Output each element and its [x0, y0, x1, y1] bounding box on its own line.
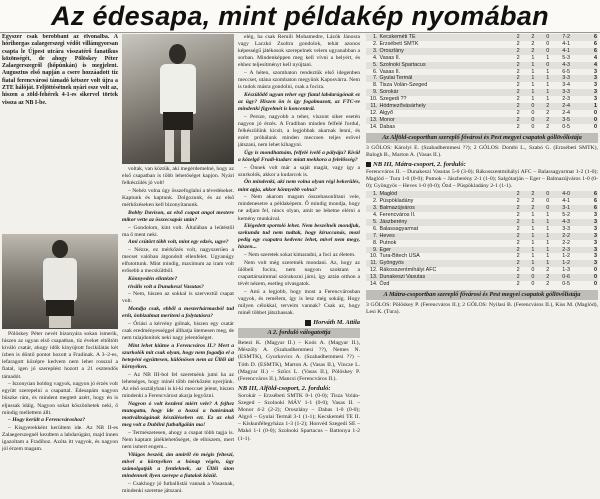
matra-scorers: 3 GÓLOS: Pölöskey P. (Ferencváros II.); 2 GÓLOS: Nyilasi B. (Ferencváros II.), Kiss M. (Maglód), Lesi K. (Tura).: [366, 301, 598, 316]
points-cell: 0: [594, 267, 597, 274]
goals-cell: 1-2: [550, 260, 582, 267]
team-cell: Tura-Bitech USA: [379, 253, 420, 260]
team-cell: Balmazújváros: [379, 205, 506, 212]
team-cell: Sorokár: [379, 89, 506, 96]
rank-cell: 1.: [366, 191, 379, 198]
team-cell: Kecskeméti TE: [379, 34, 506, 41]
goals-cell: 3-3: [550, 75, 582, 82]
points-cell: 3: [594, 82, 597, 89]
col2-para-8: – Az NB III-bol fel szeretnénk jutni ha az lehetséges, hogy minél több mérkőzést nyerjünk. Az első osztálybani is ki-ki meccset jelent, hiszen mindenki a Ferencvárost akarja legyőzni.: [122, 371, 234, 400]
goals-cell: 3-5: [550, 117, 582, 124]
col2-question-6: Nagyon ó volt kezdeni miért vele? A fejhez mutogatta, hogy ide a hozzá a hatórának motiváltságának készüléseben ezt. Ez az első meg volt a Dublini futballgálán ma!: [122, 400, 234, 428]
lost-cell: 1: [535, 219, 550, 226]
table-row: [366, 69, 598, 76]
goals-cell: 5-2: [562, 211, 571, 218]
table-row: [366, 205, 598, 212]
team-cell: Maglód: [379, 191, 506, 198]
team-cell: Algyő: [379, 109, 393, 116]
table-row: [366, 260, 598, 267]
table-row: [366, 75, 598, 82]
team-cell: Dunakeszi Vasutas: [379, 274, 506, 281]
played-cell: 2: [506, 260, 521, 267]
won-cell: 1: [521, 219, 536, 226]
points-cell: 3: [582, 247, 598, 254]
lost-cell: 1: [546, 82, 550, 89]
subhead-matra-round: [366, 161, 598, 168]
rank-cell: 6.: [373, 225, 378, 232]
lost-cell: 1: [535, 233, 550, 240]
col2-question-3: Könnyedén elintézte?: [128, 275, 178, 282]
column-4: [366, 34, 598, 497]
points-cell: 0: [594, 109, 597, 116]
rank-cell: 5.: [366, 219, 379, 226]
lost-cell: 1: [546, 68, 550, 75]
col3-para-5: – Nem akarom magam összehasonlítani vele, mindenesetre a példaképem. Ő mindig mondja, hogy ne adjam fel, nincs olyan, amit ne lehetne elérni a kemény munkával.: [238, 194, 360, 222]
section-team-of-round: A 2. forduló válogatottja: [238, 328, 360, 338]
goals-cell: 6-5: [562, 68, 571, 75]
lost-cell: 2: [546, 267, 550, 274]
points-cell: 0: [594, 123, 597, 130]
team-cell: Erzsébeti SMTK: [379, 40, 419, 47]
points-cell: 6: [582, 48, 598, 55]
col3-para-2: – A héten, szombaton rendeztük első idegenben meccset, utána szombaton megyünk Kaposvárra. Nem is tudok másra gondolni, csak a focira.: [238, 70, 360, 91]
lost-cell: 2: [546, 123, 550, 130]
table-row: [366, 96, 598, 103]
goals-cell: 7-2: [550, 34, 582, 41]
won-cell: 0: [531, 281, 535, 288]
goals-cell: 0-6: [550, 274, 582, 281]
column-2: [122, 34, 234, 497]
points-cell: 3: [594, 225, 597, 232]
goals-cell: 3-4: [562, 82, 571, 89]
won-cell: 1: [521, 260, 536, 267]
rank-cell: 14.: [370, 281, 378, 288]
lost-cell: 2: [535, 103, 550, 110]
rank-cell: 2.: [373, 198, 378, 205]
goals-cell: 2-4: [550, 103, 582, 110]
team-cell: Dabas: [379, 123, 396, 130]
played-cell: 2: [516, 253, 520, 260]
played-cell: 2: [506, 75, 521, 82]
lost-cell: 0: [546, 40, 550, 47]
column-1: [2, 34, 118, 497]
won-cell: 2: [531, 40, 535, 47]
team-cell: Vasas II.: [379, 68, 401, 75]
table-row: [366, 274, 598, 281]
team-cell: Eger: [379, 247, 506, 254]
col3-para-4: – Önnek volt már a saját magát, vagy így a szurkolók, akkor a kudarcok is.: [238, 164, 360, 178]
goals-cell: 3-3: [550, 89, 582, 96]
won-cell: 2: [531, 198, 535, 205]
table-row: [366, 110, 598, 117]
played-cell: 2: [506, 191, 521, 198]
col2-question-7: Világos beszéd, ám amiről én mégis felteszi, mivel a környéken a hónap végén, úgy számolgatják a fentieknek, az Üllői úton mindennek ilyen szerepe a fiatalok közül.: [122, 451, 234, 479]
table-row: [366, 48, 598, 55]
lost-cell: 1: [535, 89, 550, 96]
won-cell: 0: [531, 267, 535, 274]
rank-cell: 13.: [366, 274, 379, 281]
played-cell: 2: [516, 68, 520, 75]
table-row: [366, 219, 598, 226]
table-row: [366, 82, 598, 89]
team-cell: Szegedi ??: [379, 96, 407, 103]
points-cell: 3: [582, 89, 598, 96]
team-cell: Putnok: [379, 239, 397, 246]
goals-cell: 4-3: [550, 62, 582, 69]
lost-cell: 1: [546, 54, 550, 61]
rank-cell: 1.: [366, 34, 379, 41]
col2-question-1: Bobby Davison, az első csapat angol mestere mikor vette az összecsapás után?: [122, 209, 234, 223]
headline-bar: [0, 0, 600, 33]
col2-para-5: rivális volt a Dunakeszi Vasutas?: [128, 283, 204, 290]
team-cell: Ózd: [379, 281, 390, 288]
played-cell: 2: [506, 274, 521, 281]
section-matra-scorers: A Mátra-csoportban szereplő fővárosi és Pest megyei csapatok góllövőlistája: [366, 290, 598, 300]
lost-cell: 0: [535, 62, 550, 69]
subhead-matra-text: NB III, Mátra-csoport, 2. forduló:: [373, 160, 466, 168]
points-cell: 3: [582, 75, 598, 82]
rank-cell: 7.: [366, 233, 379, 240]
goals-cell: 4-1: [550, 48, 582, 55]
col1-para-2: – Iszonyúan boldog vagyok, nagyon jó érzés volt együtt szerepelni a csapattal. Édesapám nagyon büszke rám, és mindent megtett azért, hogy én is eljussak idáig. Nagyon sokat köszönhetek neki, ő mindig mellettem állt.: [2, 381, 118, 416]
won-cell: 1: [531, 225, 535, 232]
table-row: [366, 267, 598, 274]
won-cell: 1: [531, 68, 535, 75]
points-cell: 3: [594, 239, 597, 246]
points-cell: 0: [582, 274, 598, 281]
played-cell: 2: [516, 109, 520, 116]
points-cell: 4: [594, 54, 597, 61]
col3-para-6: – Nem szeretek sokat kimaradni, a foci az életem.: [244, 252, 356, 259]
rank-cell: 6.: [373, 68, 378, 75]
goals-cell: 4-1: [562, 40, 571, 47]
col3-question-2: Úgy is mondhatnám, felfelé ívelő a pályája? Kívül a közelgő Fradi-kudarc miatt mekkora a felelősség?: [238, 149, 360, 163]
played-cell: 2: [506, 48, 521, 55]
headline: Az édesapa, mint példakép nyomában: [51, 1, 549, 31]
played-cell: 2: [516, 123, 520, 130]
table-row: [366, 281, 598, 288]
points-cell: 3: [582, 219, 598, 226]
rank-cell: 13.: [366, 117, 379, 124]
lost-cell: 1: [546, 96, 550, 103]
player-figure-large: [156, 44, 200, 162]
lost-cell: 1: [546, 253, 550, 260]
author-name: Horváth M. Attila: [313, 319, 360, 327]
goals-cell: 2-3: [550, 247, 582, 254]
won-cell: 2: [521, 34, 536, 41]
team-cell: Gyulai Termál: [379, 75, 506, 82]
won-cell: 1: [521, 233, 536, 240]
lost-cell: 1: [546, 211, 550, 218]
rank-cell: 9.: [366, 247, 379, 254]
won-cell: 1: [521, 89, 536, 96]
table-row: [366, 212, 598, 219]
played-cell: 2: [516, 239, 520, 246]
goals-cell: 2-2: [562, 239, 571, 246]
lost-cell: 1: [535, 247, 550, 254]
won-cell: 1: [531, 253, 535, 260]
col1-para-3: – Kisgyerekként kerültem ide. Az NB II-es Zalaegerszegnél kezdtem a labdarúgást, majd innen igazoltam a Fradihoz. Azóta itt vagyok, és nagyon jól érzem magam.: [2, 425, 118, 453]
table-row: [366, 240, 598, 247]
won-cell: 1: [531, 239, 535, 246]
goals-cell: 1-3: [562, 267, 571, 274]
won-cell: 0: [531, 109, 535, 116]
lost-cell: 2: [535, 117, 550, 124]
player-figure: [40, 240, 80, 328]
lost-cell: 0: [535, 48, 550, 55]
lost-cell: 0: [535, 34, 550, 41]
played-cell: 2: [506, 103, 521, 110]
won-cell: 2: [521, 205, 536, 212]
team-cell: Jászberény: [379, 219, 506, 226]
square-bullet-icon: [305, 320, 311, 326]
standings-table-alfold: [366, 34, 598, 131]
section-alfold-scorers: Az Alföld-csoportban szereplő fővárosi és Pest megyei csapatok góllövőlistája: [366, 133, 598, 143]
lost-cell: 1: [546, 239, 550, 246]
rank-cell: 8.: [373, 239, 378, 246]
rank-cell: 2.: [373, 40, 378, 47]
team-cell: Tisza Volán-Szeged: [379, 82, 428, 89]
won-cell: 0: [531, 123, 535, 130]
points-cell: 3: [594, 253, 597, 260]
points-cell: 3: [582, 260, 598, 267]
won-cell: 1: [521, 75, 536, 82]
col3-para-7: Nem volt még szeretnék mondani. Az, hogy az ülőbeli focira, nem nagyon szoktam a csapattársaimmal szórakozni járni, így aztán otthon a tévét nézem, esetleg olvasgatok.: [238, 259, 360, 288]
col1-question-1: – Hogy került a Ferencvároshoz?: [8, 417, 86, 424]
won-cell: 1: [531, 54, 535, 61]
team-cell: Rákosszentmihályi AFC: [379, 267, 437, 274]
rank-cell: 12.: [370, 267, 378, 274]
table-row: [366, 103, 598, 110]
player-photo: [2, 234, 118, 329]
won-cell: 0: [521, 274, 536, 281]
col2-para-3: – Gondolom, kint volt. Általában a leütéstől ma ő ment neki.: [122, 224, 234, 238]
rank-cell: 3.: [366, 205, 379, 212]
table-row: [366, 226, 598, 233]
rank-cell: 3.: [366, 48, 379, 55]
player-photo-large: [122, 34, 234, 164]
won-cell: 1: [531, 211, 535, 218]
points-cell: 0: [582, 117, 598, 124]
points-cell: 6: [582, 34, 598, 41]
lost-cell: 0: [535, 205, 550, 212]
won-cell: 1: [521, 62, 536, 69]
won-cell: 1: [521, 247, 536, 254]
lost-cell: 0: [546, 198, 550, 205]
played-cell: 2: [506, 205, 521, 212]
table-row: [366, 89, 598, 96]
standings-table-matra: [366, 191, 598, 288]
lead-paragraph: [2, 34, 118, 234]
goals-cell: 3-1: [550, 205, 582, 212]
col2-para-2: – Nehéz volna úgy összefoglalni a tévedéseket. Kaptunk és kaptunk. Dolgozunk, és az első mérkőzéseken kell bizonyítanunk.: [122, 187, 234, 209]
table-row: [366, 34, 598, 41]
team-cell: Püspökladány: [379, 198, 414, 205]
played-cell: 2: [506, 219, 521, 226]
lost-cell: 0: [535, 191, 550, 198]
played-cell: 2: [516, 211, 520, 218]
played-cell: 2: [516, 96, 520, 103]
col3-para-1: elég, ha csak Remili Mohamedre, Lázók Jánosra vagy Laczkó Zsoltra gondolok, tehát azonos képességű játékosok szerepelnek velem ugyanabban a sorban. Mindenképpen meg kell vívni a helyért, és ehhez teljesítményt kell nyújtani.: [238, 34, 360, 69]
rank-cell: 11.: [366, 103, 379, 110]
won-cell: 2: [521, 191, 536, 198]
won-cell: 0: [521, 103, 536, 110]
col2-question-5: Mint lehet kiütne a Ferencváros II.? Mert a szurkolók mit csak olyan, hogy nem fogadja el a hetepéni együttesen, különösen nem az Üllői úti környéken.: [122, 342, 234, 371]
rank-cell: 7.: [366, 75, 379, 82]
table-row: [366, 247, 598, 254]
column-3: [238, 34, 360, 497]
col3-question-1: Készülődő ugyan teher egy fiatal labdarúgónak ez az ügy? Hiszen ön is így fogalmazott, az FTC-re mindenki figyelmét is koncentrál.: [238, 91, 360, 113]
lost-cell: 2: [546, 109, 550, 116]
team-cell: Monor: [379, 117, 506, 124]
goals-cell: 5-3: [562, 54, 571, 61]
rank-cell: 8.: [373, 82, 378, 89]
lost-cell: 1: [535, 75, 550, 82]
col3-question-4: Elégedett sportoló lehet. Nem beszélnék mondjuk, szekunda tud nem tudtak, hogy kiruccanás, mozi pedig egy csapatra kedvenc lehet, mivel nem megy, hiszen...: [238, 223, 360, 251]
points-cell: 6: [594, 40, 597, 47]
points-cell: 4: [582, 62, 598, 69]
points-cell: 6: [582, 191, 598, 198]
rank-cell: 12.: [370, 109, 378, 116]
table-row: [366, 124, 598, 131]
rank-cell: 4.: [373, 211, 378, 218]
played-cell: 2: [516, 40, 520, 47]
goals-cell: 2-2: [550, 233, 582, 240]
goals-cell: 0-5: [562, 123, 571, 130]
goals-cell: 4-1: [562, 198, 571, 205]
rank-cell: 10.: [370, 96, 378, 103]
table-row: [366, 62, 598, 69]
won-cell: 2: [521, 48, 536, 55]
square-bullet-icon: [366, 162, 371, 167]
goals-cell: 2-4: [562, 109, 571, 116]
points-cell: 6: [594, 198, 597, 205]
table-row: [366, 198, 598, 205]
table-row: [366, 253, 598, 260]
points-cell: 3: [594, 96, 597, 103]
subhead-alfold-round: NB III, Alföld-csoport, 2. forduló:: [238, 384, 331, 392]
won-cell: 1: [531, 82, 535, 89]
col3-para-8: – Ami a legjobb, hogy most a Ferencvárosban vagyok, és remélem, így is lesz még sokáig. Hogy milyen célokkal, terveim vannak? Csak az, hogy minél többet játszhassak.: [238, 288, 360, 317]
played-cell: 2: [516, 281, 520, 288]
col2-para-1: voltak, van köztük, aki megérdemelné, hogy az első csapatban is több lehetőséget kapjon. Nyári felkészülés jó volt!: [122, 166, 234, 187]
col2-para-9: – Természetesen, ahogy a csapat több tagja is. Nem kaptam játéklehetőséget, de elhiszem, mert nem ismert engem...: [122, 429, 234, 450]
goals-cell: 4-0: [550, 191, 582, 198]
col2-para-10: – Csakhogy jó futballistái vannak a Vasasnak, mindenki szeretne játszani.: [122, 480, 234, 494]
played-cell: 2: [506, 62, 521, 69]
col2-question-4: Mondja csak, ebből a mesterhármasból tud erőt, önbizalmat meríteni a folytatásra?: [122, 306, 234, 320]
goals-cell: 4-3: [550, 219, 582, 226]
table-row: [366, 41, 598, 48]
col3-question-3: Ön mindenki, aki nem volna olyan régi bekerülés, mint apja, akkor könnyebb volna?: [238, 179, 360, 193]
points-cell: 3: [582, 233, 598, 240]
points-cell: 3: [594, 68, 597, 75]
lead-text: Egyszer csak berobbant az élvonalba. A hórihorgas zalaegerszegi védőt villámgyorsan csapta le Újpest utcára visszatérő fanatikus közönségét, de ahogy Pölöskey Péter Zalaegerszegről (hőpúnkán) is megjelent. Augusztus első napján a csere hozzáadott tíz fiatal ferencvárosi támadó kétszer volt újra a ZTE hálóját. Feljöttésétnek nyári esze volt az, hiszen a zöld-fehérek 4-1-es sikervel törtek vissza az NB I-be.: [2, 34, 118, 106]
won-cell: 1: [531, 96, 535, 103]
col2-para-6: – Nem, hiszen az sokkal is szerveztül csapat volt.: [122, 291, 234, 305]
played-cell: 2: [516, 54, 520, 61]
team-cell: Gyöngyös: [379, 260, 506, 267]
points-cell: 6: [582, 205, 598, 212]
rank-cell: 11.: [366, 260, 379, 267]
rank-cell: 9.: [366, 89, 379, 96]
team-cell: Vasas II.: [379, 54, 401, 61]
rank-cell: 14.: [370, 123, 378, 130]
col2-para-4: – Nézze, ez mérkőzés volt, nagyszerűen a mecset valóban átgondolt ellenfelet. Ugyanúgy elfutottunk. Mint mindig, maximum az iram volt erősebb a mecskültből.: [122, 247, 234, 275]
team-cell: Hódmezővásárhely: [379, 103, 506, 110]
played-cell: 2: [506, 117, 521, 124]
col1-para-1: Pölöskey Péter nevét bizonyára sokan ismerik, hiszen az ugyan első csapatban, tíz éveket eltöltött kiváló csatár, ahogy idők kinyújtott focikilátás két ízben is döntő pontot hozott a Fradinak. A 3–2-es, lefaragott középre kedvem nem lehet rosszul a fiatal, igen jó szereplést hozott a 21 esztendős támadót.: [2, 331, 118, 380]
won-cell: 0: [521, 117, 536, 124]
played-cell: 2: [506, 34, 521, 41]
alfold-scorers: 3 GÓLOS: Károlyi E. (Szabadhemmesi ??); 2 GÓLOS: Dombi L., Szabó G. (Erzsébeti SMTK), Balogh B., Marton A. (Vasas II.).: [366, 144, 598, 158]
rank-cell: 5.: [366, 62, 379, 69]
team-cell: Oroszlány: [379, 48, 506, 55]
played-cell: 2: [506, 233, 521, 240]
col2-para-7: – Óriási a kérvény gólnak, hiszen egy csatár csak eredményességgel állhatja ütemesen meg, de nem tulajdonítok neki nagy jelentőséget.: [122, 320, 234, 342]
lost-cell: 1: [535, 260, 550, 267]
played-cell: 2: [506, 247, 521, 254]
goals-cell: 0-5: [562, 281, 571, 288]
rank-cell: 10.: [370, 253, 378, 260]
played-cell: 2: [516, 82, 520, 89]
points-cell: 3: [594, 211, 597, 218]
lost-cell: 2: [535, 274, 550, 281]
played-cell: 2: [506, 89, 521, 96]
table-row: [366, 233, 598, 240]
table-row: [366, 191, 598, 198]
lost-cell: 2: [546, 281, 550, 288]
played-cell: 2: [516, 225, 520, 232]
team-cell: Ferencváros II.: [379, 211, 416, 218]
table-row: [366, 55, 598, 62]
rank-cell: 4.: [373, 54, 378, 61]
matra-results: Ferencváros II. – Dunakeszi Vasutas 5-0 (3-0); Rákosszentmihályi AFC – Balassagyarmat 1-2 (1-0); Maglód – Tura 1-0 (0-0); Putnok – Jászberény 2-1 (1-0); Salgótarján – Eger – Balmazújváros 1-0 (0-0); Gyöngyös – Heves 1-0 (0-0); Ózd – Püspökladány 2-1 (1-1).: [366, 168, 598, 190]
alfold-results: Sorokár – Erzsébeti SMTK 0-1 (0-0); Tisza Volán-Szeged – Szolnoki MÁV 1-1 (0-0); Vasas II. – Monor 4-2 (2-2); Oroszlány – Dabas 1-0 (0-0); Algyő – Gyulai Termál 3-1 (1-1); Kecskeméti TE II. – Kiskunfélegyháza 1-3 (1-2); Honvéd Szegedi SE – Makó 1-1 (0-0); Szolnoki Spartacus – Battonya 1-2 (1-1).: [238, 392, 360, 442]
points-cell: 0: [594, 281, 597, 288]
points-cell: 1: [582, 103, 598, 110]
goals-cell: 3-3: [562, 225, 571, 232]
col3-para-3: – Persze, nagyobb a teher, viszont siker esetén nagyon jó érzés. A Fradiban minden felfelé fordul, felkészülünk kicsit, a legjobbak akarnak lenni, és ezért próbálunk minden meccsen teljes erővel játszani, nem lehet kihagyni.: [238, 113, 360, 149]
lost-cell: 1: [546, 225, 550, 232]
goals-cell: 2-3: [562, 96, 571, 103]
team-of-round-list: Retezi K. (Magyar II.) – Koós A. (Magyar II.), Mészöly A. (Szabadhemmesi ??), Nemes N. (ESMTK), Gyurkovics A. (Szabadhemmesi ??) – Tóth D. (ESMTK), Marton A. (Vasas II.), Vincze L. (Magyar II.) – Szűcs L. (Vasas II.), Pölöskey P. (Ferencváros II.), Mancsi (Ferencváros II.).: [238, 340, 360, 382]
table-row: [366, 117, 598, 124]
goals-cell: 1-2: [562, 253, 571, 260]
played-cell: 2: [516, 198, 520, 205]
team-cell: Heves: [379, 233, 506, 240]
col2-question-2: Ami csütört több volt, mint egy edzés, ugye?: [128, 239, 229, 246]
team-cell: Balassagyarmat: [379, 225, 419, 232]
played-cell: 2: [516, 267, 520, 274]
team-cell: Szolnoki Spartacus: [379, 62, 506, 69]
author-byline: [238, 319, 360, 326]
